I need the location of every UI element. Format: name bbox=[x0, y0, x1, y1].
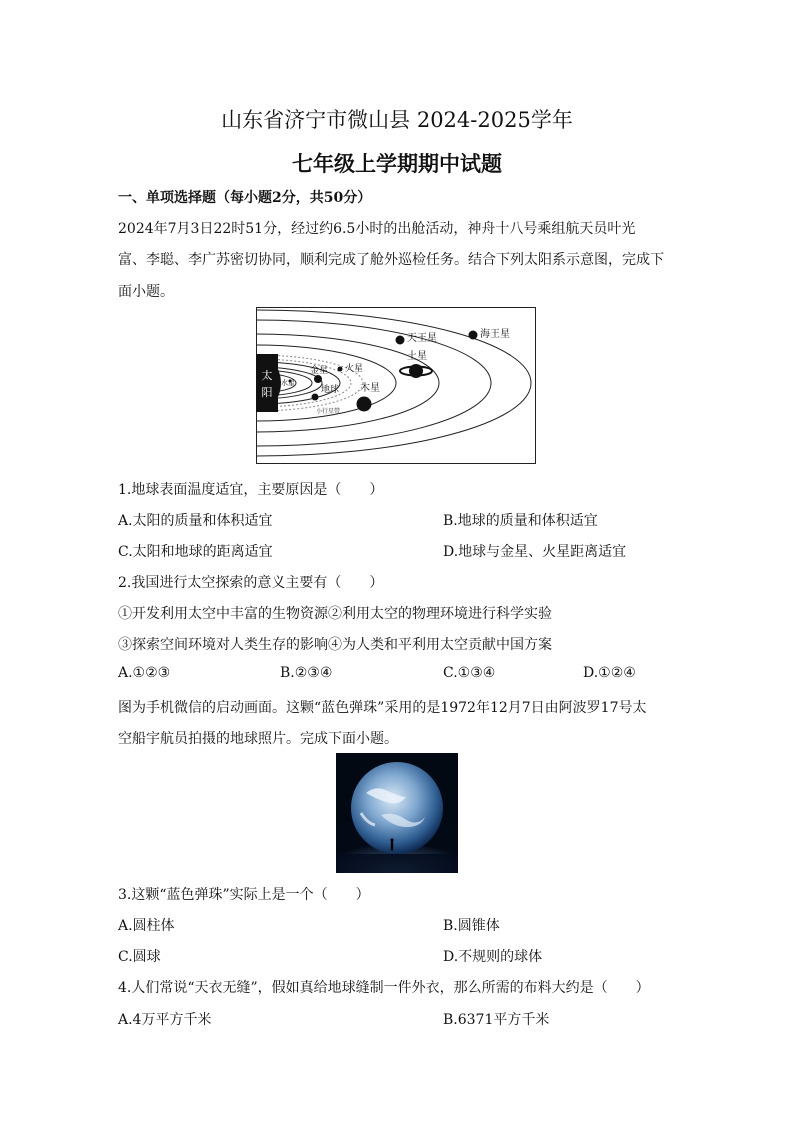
q2-option-d[interactable]: D.①②④ bbox=[583, 665, 636, 681]
venus-dot bbox=[314, 375, 322, 383]
q4-option-b[interactable]: B.6371平方千米 bbox=[443, 1012, 550, 1028]
q4-option-a[interactable]: A.4万平方千米 bbox=[118, 1012, 212, 1028]
sun-label: 太 bbox=[261, 369, 273, 382]
neptune-dot bbox=[469, 331, 478, 340]
q2-item-line: ①开发利用太空中丰富的生物资源②利用太空的物理环境进行科学实验 bbox=[118, 606, 552, 622]
saturn-dot bbox=[409, 364, 423, 378]
q3-option-a[interactable]: A.圆柱体 bbox=[118, 918, 175, 934]
sun-label: 阳 bbox=[261, 386, 273, 399]
q1-option-c[interactable]: C.太阳和地球的距离适宜 bbox=[118, 544, 273, 560]
q1-option-b[interactable]: B.地球的质量和体积适宜 bbox=[443, 513, 598, 529]
exam-title-line2: 七年级上学期期中试题 bbox=[292, 151, 502, 176]
passage2-line: 图为手机微信的启动画面。这颗“蓝色弹珠”采用的是1972年12月7日由阿波罗17号太 bbox=[118, 700, 647, 716]
saturn-label: 土星 bbox=[407, 351, 427, 362]
uranus-label: 天王星 bbox=[407, 333, 437, 344]
blue-marble-earth-image bbox=[336, 753, 458, 873]
mars-dot bbox=[338, 367, 343, 372]
asteroid-belt-label: 小行星带 bbox=[316, 408, 341, 415]
q2-item-line: ③探索空间环境对人类生存的影响④为人类和平利用太空贡献中国方案 bbox=[118, 637, 552, 653]
q1-option-a[interactable]: A.太阳的质量和体积适宜 bbox=[118, 513, 273, 529]
q3-option-d[interactable]: D.不规则的球体 bbox=[443, 949, 543, 965]
mercury-label: 水星 bbox=[281, 379, 295, 387]
passage1-line: 2024年7月3日22时51分，经过约6.5小时的出舱活动，神舟十八号乘组航天员叶光 bbox=[118, 221, 636, 237]
passage1-line: 富、李聪、李广苏密切协同，顺利完成了舱外巡检任务。结合下列太阳系示意图，完成下 bbox=[118, 252, 664, 268]
earth-label: 地球 bbox=[321, 385, 340, 395]
q3-stem: 3.这颗“蓝色弹珠”实际上是一个（ ） bbox=[118, 887, 370, 903]
venus-label: 金星 bbox=[310, 366, 329, 376]
q2-option-c[interactable]: C.①③④ bbox=[443, 665, 496, 681]
jupiter-label: 木星 bbox=[360, 383, 380, 394]
neptune-label: 海王星 bbox=[480, 329, 510, 340]
q2-stem: 2.我国进行太空探索的意义主要有（ ） bbox=[118, 575, 384, 591]
q2-option-a[interactable]: A.①②③ bbox=[118, 665, 171, 681]
q3-option-b[interactable]: B.圆锥体 bbox=[443, 918, 500, 934]
q2-option-b[interactable]: B.②③④ bbox=[280, 665, 333, 681]
earth-dot bbox=[312, 394, 319, 401]
q1-option-d[interactable]: D.地球与金星、火星距离适宜 bbox=[443, 544, 627, 560]
uranus-dot bbox=[396, 336, 405, 345]
solar-system-diagram bbox=[256, 307, 536, 464]
q3-option-c[interactable]: C.圆球 bbox=[118, 949, 161, 965]
passage1-line: 面小题。 bbox=[118, 284, 174, 300]
jupiter-dot bbox=[357, 397, 372, 412]
mars-label: 火星 bbox=[345, 364, 364, 374]
q1-stem: 1.地球表面温度适宜，主要原因是（ ） bbox=[118, 482, 384, 498]
q4-stem: 4.人们常说“天衣无缝”，假如真给地球缝制一件外衣，那么所需的布料大约是（ ） bbox=[118, 980, 650, 996]
section-heading: 一、单项选择题（每小题2分，共50分） bbox=[118, 190, 372, 206]
passage2-line: 空船宇航员拍摄的地球照片。完成下面小题。 bbox=[118, 731, 398, 747]
exam-title-line1: 山东省济宁市微山县 2024-2025学年 bbox=[221, 108, 573, 132]
